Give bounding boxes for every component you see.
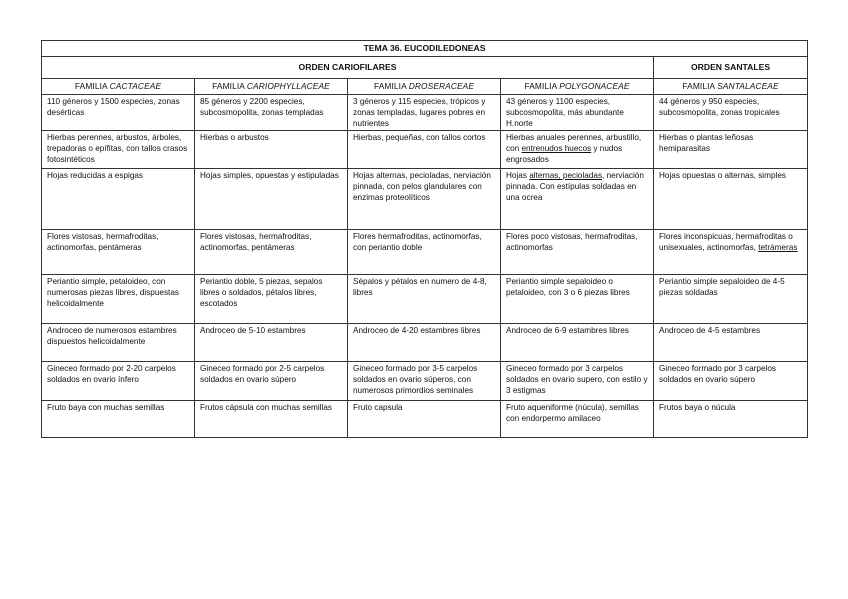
table-cell: Androceo de 4-5 estambres — [654, 323, 808, 361]
title-row — [42, 41, 808, 57]
family-header-cactaceae: FAMILIA CACTACEAE — [42, 79, 195, 95]
family-header-polygonaceae: FAMILIA POLYGONACEAE — [501, 79, 654, 95]
table-cell: Gineceo formado por 3-5 carpelos soldados en ovario súperos, con numerosos primordios seminales — [348, 361, 501, 400]
table-cell: Hierbas, pequeñas, con tallos cortos — [348, 130, 501, 168]
family-row — [42, 79, 808, 95]
table-cell: Hierbas perennes, arbustos, árboles, trepadoras o epífitas, con tallos crasos fotosintéticos — [42, 130, 195, 168]
order-santales-header: ORDEN SANTALES — [654, 57, 808, 79]
table-cell: Androceo de numerosos estambres dispuestos helicoidalmente — [42, 323, 195, 361]
table-cell: Fruto aqueniforme (núcula), semillas con endorpermo amilaceo — [501, 400, 654, 437]
table-row — [42, 323, 808, 361]
table-cell: Androceo de 6-9 estambres libres — [501, 323, 654, 361]
table-cell: Gineceo formado por 2-5 carpelos soldados en ovario súpero — [195, 361, 348, 400]
table-row — [42, 229, 808, 274]
table-cell: Gineceo formado por 3 carpelos soldados en ovario súpero — [654, 361, 808, 400]
table-cell: Hojas alternas, pecioladas, nerviación pinnada, con pelos glandulares con enzimas proteolíticos — [348, 168, 501, 229]
table-cell: 43 géneros y 1100 especies, subcosmopolita, más abundante H.norte — [501, 95, 654, 131]
table-cell: Flores vistosas, hermafroditas, actinomorfas, pentámeras — [195, 229, 348, 274]
table-cell: Flores vistosas, hermafroditas, actinomorfas, pentámeras — [42, 229, 195, 274]
table-cell: Gineceo formado por 2-20 carpelos soldados en ovario ínfero — [42, 361, 195, 400]
table-cell: Periantio simple, petaloideo, con numerosas piezas libres, dispuestas helicoidalmente — [42, 274, 195, 323]
table-cell: Periantio simple sepaloideo o petaloideo, con 3 o 6 piezas libres — [501, 274, 654, 323]
family-header-cariophyllaceae: FAMILIA CARIOPHYLLACEAE — [195, 79, 348, 95]
table-cell: Hierbas o plantas leñosas hemiparasitas — [654, 130, 808, 168]
table-cell: Hierbas anuales perennes, arbustillo, con entrenudos huecos y nudos engrosados — [501, 130, 654, 168]
botany-table — [41, 40, 808, 438]
table-cell: Hojas simples, opuestas y estipuladas — [195, 168, 348, 229]
table-cell: Frutos baya o núcula — [654, 400, 808, 437]
table-cell: Hojas alternas, pecioladas, nerviación pinnada. Con estípulas soldadas en una ocrea — [501, 168, 654, 229]
table-cell: Flores poco vistosas, hermafroditas, actinomorfas — [501, 229, 654, 274]
table-row — [42, 400, 808, 437]
table-title: TEMA 36. EUCODILEDONEAS — [42, 41, 808, 57]
table-row — [42, 95, 808, 131]
table-cell: 110 géneros y 1500 especies, zonas desérticas — [42, 95, 195, 131]
table-row — [42, 168, 808, 229]
table-cell: Hojas opuestas o alternas, simples — [654, 168, 808, 229]
family-header-santalaceae: FAMILIA SANTALACEAE — [654, 79, 808, 95]
document-sheet — [41, 40, 807, 438]
table-cell: Androceo de 5-10 estambres — [195, 323, 348, 361]
table-cell: 3 géneros y 115 especies, trópicos y zonas templadas, lugares pobres en nutrientes — [348, 95, 501, 131]
table-row — [42, 130, 808, 168]
table-row — [42, 361, 808, 400]
table-row — [42, 274, 808, 323]
table-cell: Periantio simple sepaloideo de 4-5 piezas soldadas — [654, 274, 808, 323]
table-cell: Hierbas o arbustos — [195, 130, 348, 168]
table-cell: Sépalos y pétalos en numero de 4-8, libres — [348, 274, 501, 323]
family-header-droseraceae: FAMILIA DROSERACEAE — [348, 79, 501, 95]
table-cell: Gineceo formado por 3 carpelos soldados en ovario supero, con estilo y 3 estigmas — [501, 361, 654, 400]
table-cell: Fruto capsula — [348, 400, 501, 437]
order-row — [42, 57, 808, 79]
table-cell: Flores hermafroditas, actinomorfas, con periantio doble — [348, 229, 501, 274]
table-cell: Flores inconspicuas, hermafroditas o unisexuales, actinomorfas, tetrámeras — [654, 229, 808, 274]
table-cell: Androceo de 4-20 estambres libres — [348, 323, 501, 361]
table-cell: Hojas reducidas a espigas — [42, 168, 195, 229]
table-cell: Periantio doble, 5 piezas, sepalos libres o soldados, pétalos libres, escotados — [195, 274, 348, 323]
table-cell: Fruto baya con muchas semillas — [42, 400, 195, 437]
order-cariofilares-header: ORDEN CARIOFILARES — [42, 57, 654, 79]
table-cell: Frutos cápsula con muchas semillas — [195, 400, 348, 437]
table-cell: 85 géneros y 2200 especies, subcosmopolita, zonas templadas — [195, 95, 348, 131]
table-cell: 44 géneros y 950 especies, subcosmopolita, zonas tropicales — [654, 95, 808, 131]
